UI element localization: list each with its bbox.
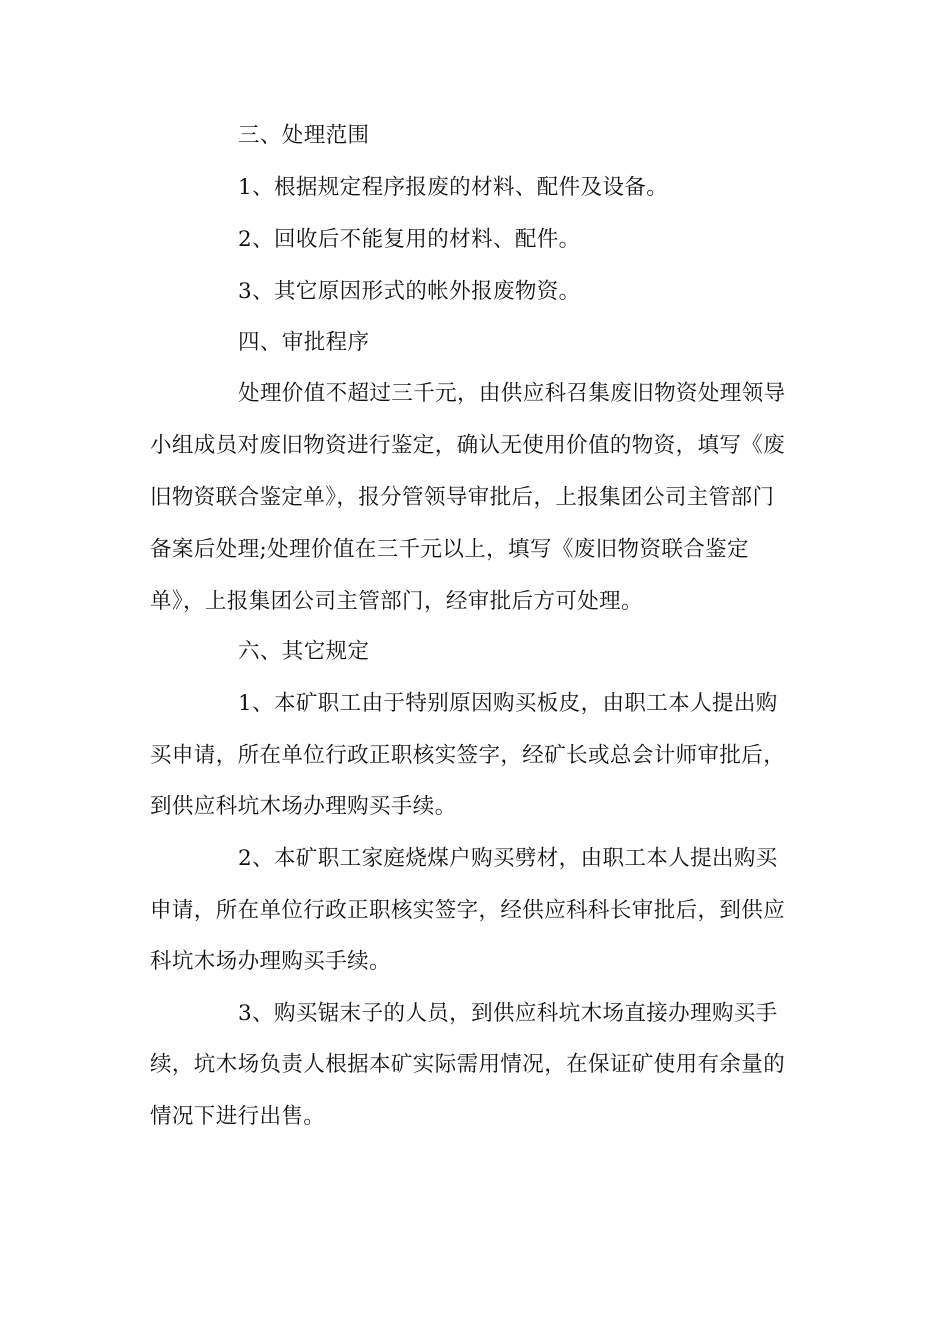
section-heading-3: 三、处理范围 xyxy=(238,123,370,148)
rule-3-line: 3、购买锯末子的人员，到供应科坑木场直接办理购买手 xyxy=(238,1001,778,1026)
approval-paragraph-line: 旧物资联合鉴定单》，报分管领导审批后，上报集团公司主管部门 xyxy=(150,485,775,510)
approval-paragraph-line: 小组成员对废旧物资进行鉴定，确认无使用价值的物资，填写《废 xyxy=(150,433,786,458)
rule-3-line: 情况下进行出售。 xyxy=(150,1104,326,1129)
rule-3-line: 续，坑木场负责人根据本矿实际需用情况，在保证矿使用有余量的 xyxy=(150,1052,786,1077)
approval-paragraph-line: 处理价值不超过三千元，由供应科召集废旧物资处理领导 xyxy=(238,381,786,406)
scope-item-2: 2、回收后不能复用的材料、配件。 xyxy=(238,227,581,252)
scope-item-3: 3、其它原因形式的帐外报废物资。 xyxy=(238,279,581,304)
approval-paragraph-line: 单》，上报集团公司主管部门，经审批后方可处理。 xyxy=(150,589,643,614)
rule-1-line: 买申请，所在单位行政正职核实签字，经矿长或总会计师审批后， xyxy=(150,743,786,768)
rule-1-line: 1、本矿职工由于特别原因购买板皮，由职工本人提出购 xyxy=(238,691,778,716)
section-heading-4: 四、审批程序 xyxy=(238,330,370,355)
approval-paragraph-line: 备案后处理;处理价值在三千元以上，填写《废旧物资联合鉴定 xyxy=(150,537,749,562)
rule-1-line: 到供应科坑木场办理购买手续。 xyxy=(150,794,457,819)
rule-2-line: 申请，所在单位行政正职核实签字，经供应科科长审批后，到供应 xyxy=(150,898,786,923)
scope-item-1: 1、根据规定程序报废的材料、配件及设备。 xyxy=(238,175,669,200)
rule-2-line: 2、本矿职工家庭烧煤户购买劈材，由职工本人提出购买 xyxy=(238,846,778,871)
section-heading-6: 六、其它规定 xyxy=(238,639,370,664)
rule-2-line: 科坑木场办理购买手续。 xyxy=(150,949,391,974)
